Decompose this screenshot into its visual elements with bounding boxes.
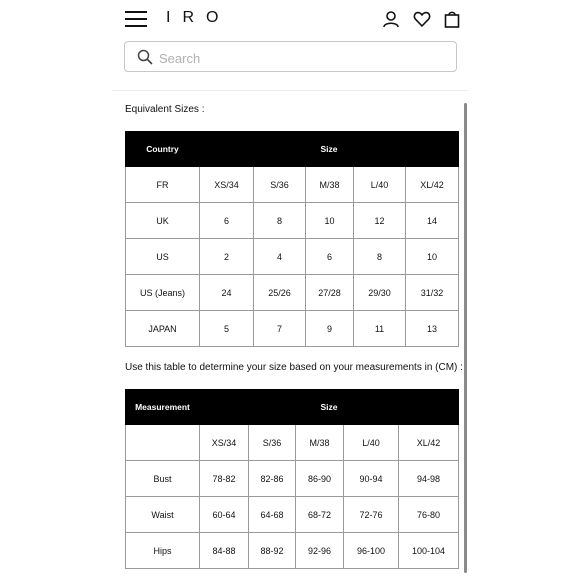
table-cell: 13 [406, 311, 459, 347]
scrollbar[interactable] [464, 103, 467, 573]
table-header-row [126, 390, 459, 425]
table-cell: 94-98 [399, 461, 459, 497]
row-label: US (Jeans) [126, 275, 200, 311]
measurements-table [125, 389, 459, 569]
table-cell: 25/26 [254, 275, 306, 311]
top-header [0, 0, 580, 40]
search-input[interactable] [157, 47, 451, 69]
table-cell: 96-100 [344, 533, 399, 569]
table-cell: 27/28 [306, 275, 354, 311]
table-row [126, 497, 459, 533]
header-measurement: Measurement [126, 390, 200, 425]
table-row [126, 425, 459, 461]
table-cell: XL/42 [406, 167, 459, 203]
size-heading: M/38 [296, 425, 344, 461]
table-cell: 72-76 [344, 497, 399, 533]
table-cell: 5 [200, 311, 254, 347]
table-row [126, 275, 459, 311]
measurements-caption: Use this table to determine your size based on your measurements in (CM) : [125, 362, 463, 373]
menu-icon[interactable] [125, 11, 147, 27]
size-heading: L/40 [344, 425, 399, 461]
table-cell: 78-82 [200, 461, 249, 497]
table-row [126, 167, 459, 203]
table-cell: 10 [406, 239, 459, 275]
table-cell: 100-104 [399, 533, 459, 569]
table-cell: 60-64 [200, 497, 249, 533]
table-cell: L/40 [354, 167, 406, 203]
equivalent-sizes-table [125, 131, 459, 347]
table-cell: XS/34 [200, 167, 254, 203]
row-label: FR [126, 167, 200, 203]
table-cell: 8 [254, 203, 306, 239]
table-cell: 92-96 [296, 533, 344, 569]
table-cell: 7 [254, 311, 306, 347]
table-header-row [126, 132, 459, 167]
table-cell: 11 [354, 311, 406, 347]
table-cell: 6 [306, 239, 354, 275]
table-cell: 29/30 [354, 275, 406, 311]
user-icon[interactable] [382, 10, 400, 28]
heart-icon[interactable] [413, 10, 431, 28]
size-heading: XL/42 [399, 425, 459, 461]
table-cell: 6 [200, 203, 254, 239]
row-label: Waist [126, 497, 200, 533]
table-cell: 8 [354, 239, 406, 275]
row-label: UK [126, 203, 200, 239]
table-cell: 84-88 [200, 533, 249, 569]
row-label: JAPAN [126, 311, 200, 347]
table-row [126, 203, 459, 239]
header-divider [112, 90, 468, 91]
table-cell: 64-68 [249, 497, 296, 533]
bag-icon[interactable] [443, 10, 461, 28]
table-cell: 24 [200, 275, 254, 311]
table-cell: 12 [354, 203, 406, 239]
header-country: Country [126, 132, 200, 167]
header-size: Size [200, 132, 459, 167]
table-cell: 4 [254, 239, 306, 275]
table-cell: 68-72 [296, 497, 344, 533]
equivalent-sizes-caption: Equivalent Sizes : [125, 104, 205, 115]
search-bar[interactable] [124, 41, 457, 72]
table-cell: 10 [306, 203, 354, 239]
table-cell: 82-86 [249, 461, 296, 497]
size-heading: XS/34 [200, 425, 249, 461]
table-cell: 9 [306, 311, 354, 347]
table-cell: 31/32 [406, 275, 459, 311]
table-cell: 86-90 [296, 461, 344, 497]
row-label: Bust [126, 461, 200, 497]
table-cell: 90-94 [344, 461, 399, 497]
table-cell: 88-92 [249, 533, 296, 569]
row-label: Hips [126, 533, 200, 569]
row-label: US [126, 239, 200, 275]
table-row [126, 311, 459, 347]
brand-logo[interactable]: IRO [166, 9, 231, 26]
table-cell: M/38 [306, 167, 354, 203]
table-cell: 76-80 [399, 497, 459, 533]
header-size: Size [200, 390, 459, 425]
size-heading: S/36 [249, 425, 296, 461]
row-label [126, 425, 200, 461]
search-icon [137, 49, 153, 65]
table-row [126, 533, 459, 569]
table-row [126, 461, 459, 497]
table-cell: S/36 [254, 167, 306, 203]
table-cell: 14 [406, 203, 459, 239]
table-row [126, 239, 459, 275]
table-cell: 2 [200, 239, 254, 275]
